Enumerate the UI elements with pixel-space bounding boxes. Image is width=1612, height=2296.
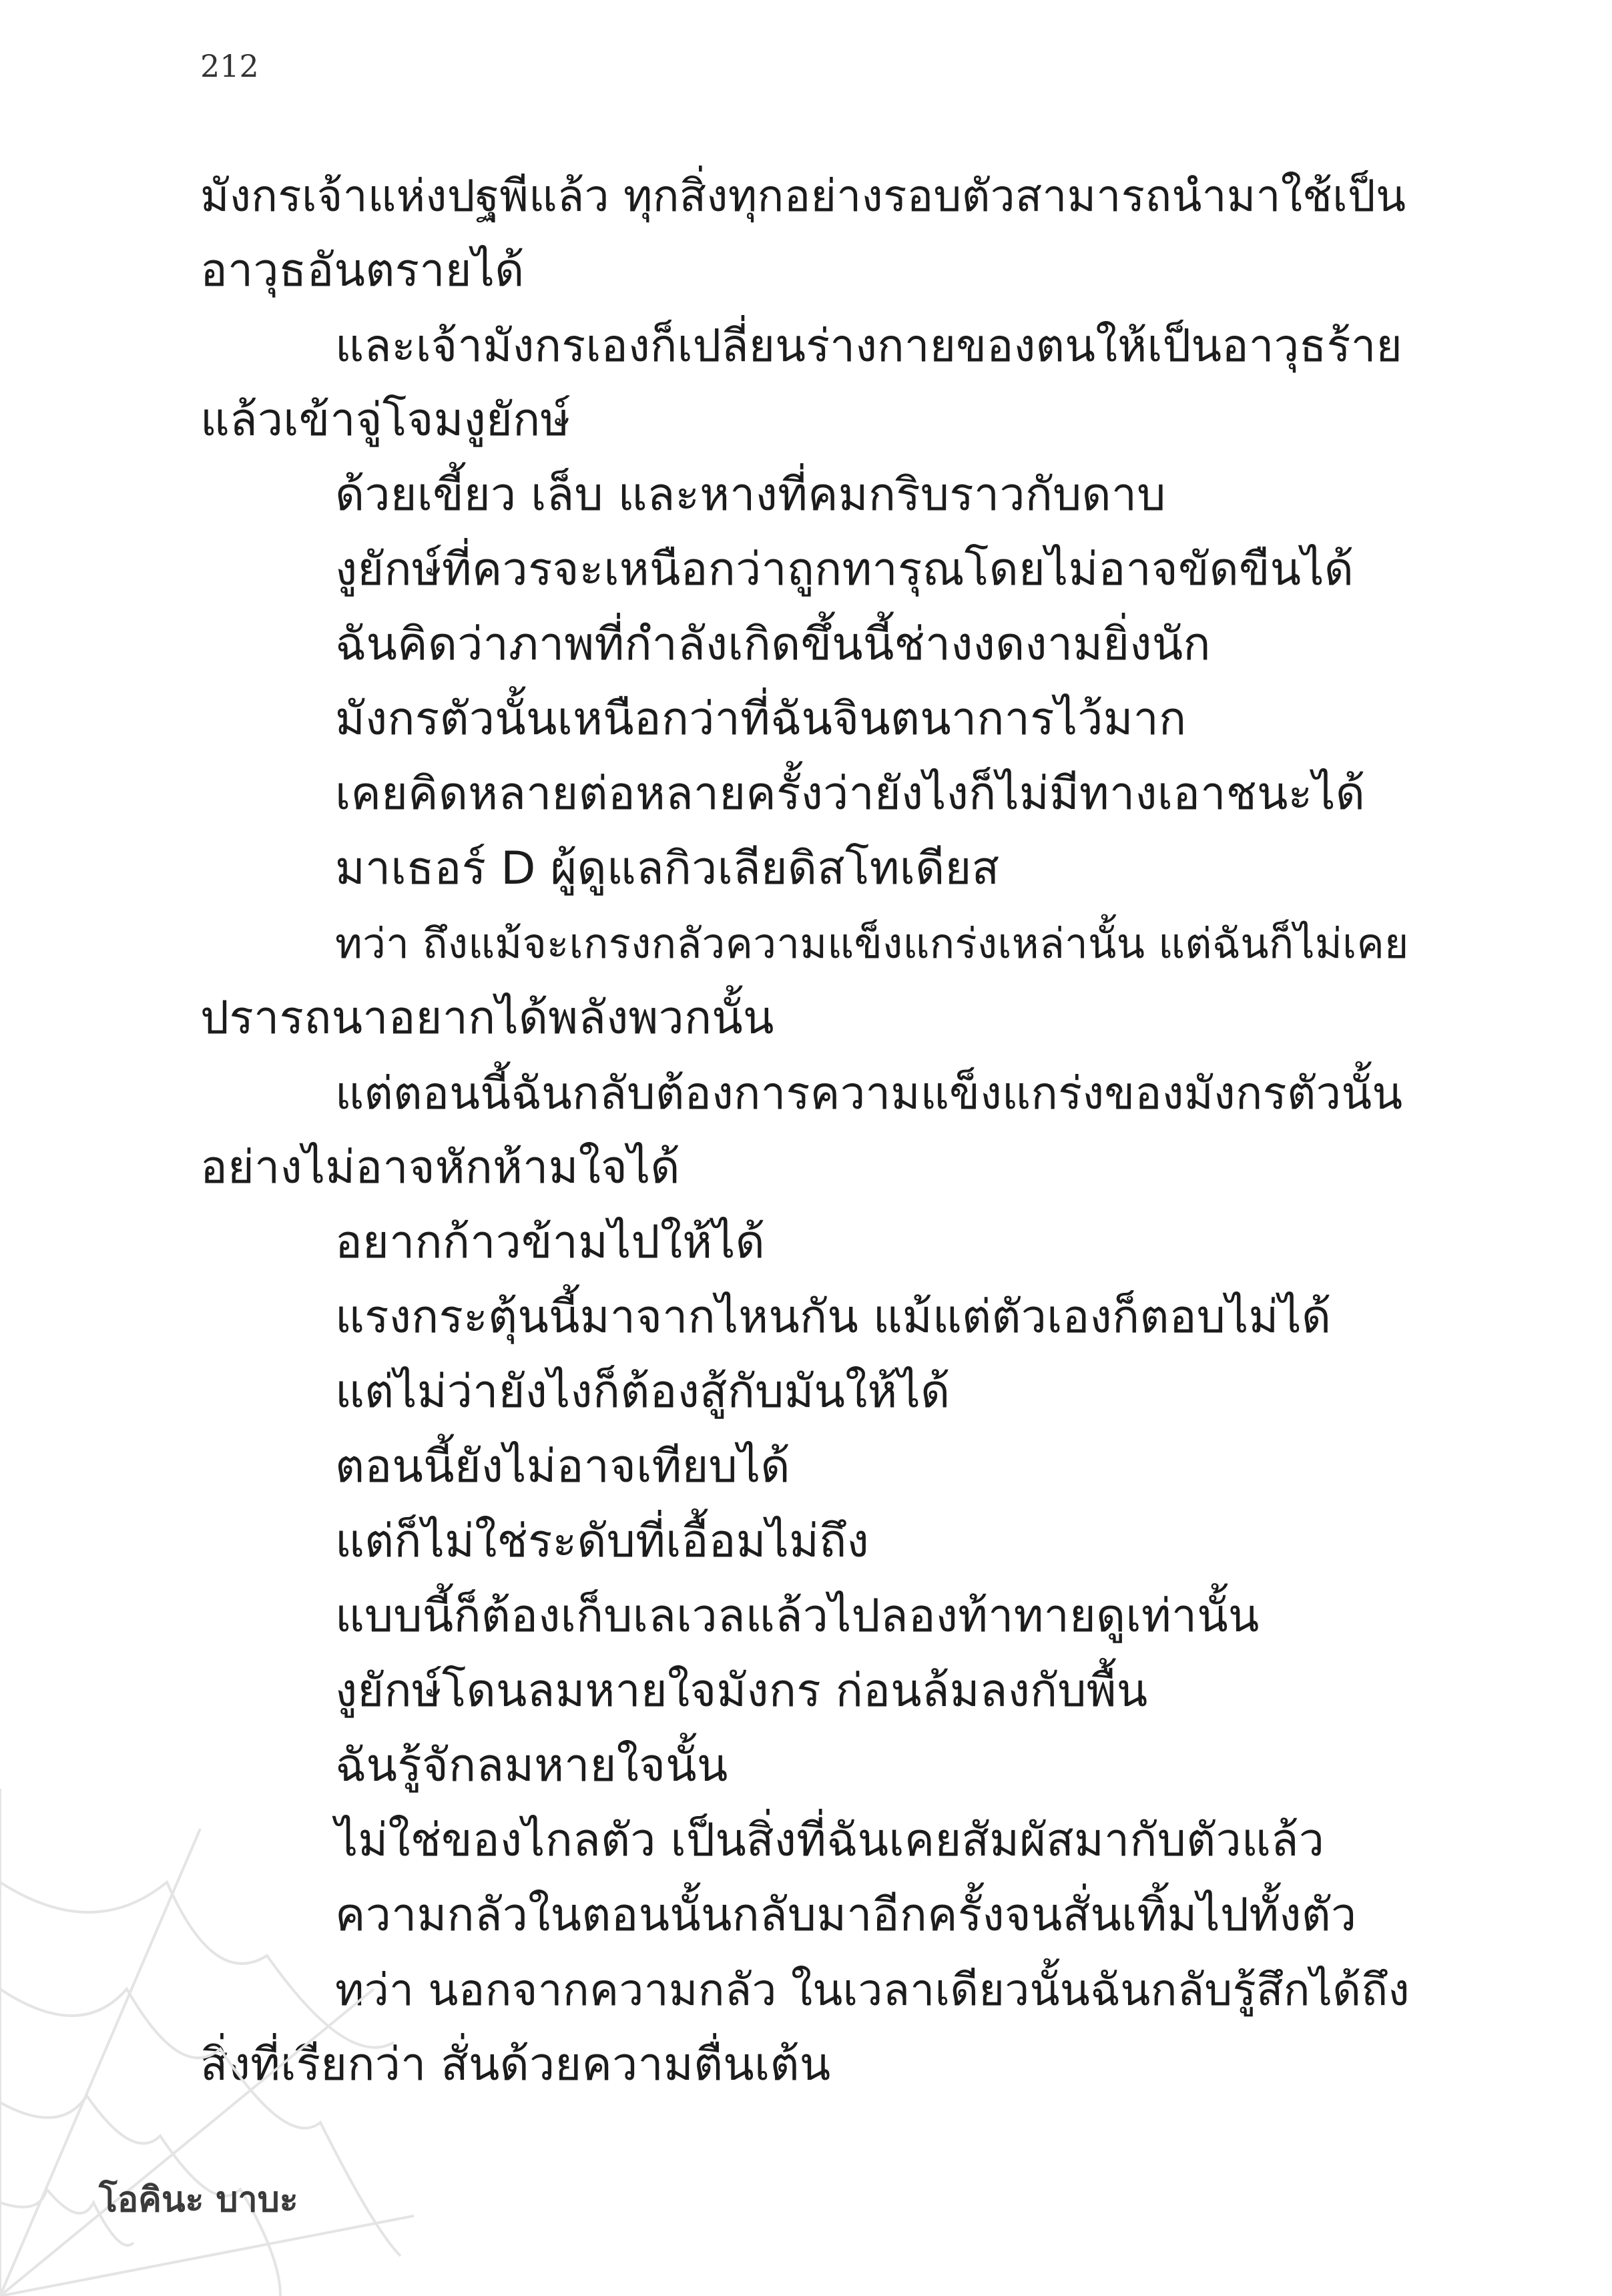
text-line: ฉันคิดว่าภาพที่กำลังเกิดขึ้นนี้ช่างงดงามยิ่งนัก (335, 618, 1211, 671)
text-line: งูยักษ์โดนลมหายใจมังกร ก่อนล้มลงกับพื้น (335, 1665, 1148, 1717)
text-line: เคยคิดหลายต่อหลายครั้งว่ายังไงก็ไม่มีทางเอาชนะได้ (335, 768, 1366, 820)
text-line: งูยักษ์ที่ควรจะเหนือกว่าถูกทารุณโดยไม่อาจขัดขืนได้ (335, 543, 1354, 596)
footer-author: โอคินะ บาบะ (99, 2180, 298, 2220)
text-line: และเจ้ามังกรเองก็เปลี่ยนร่างกายของตนให้เป็นอาวุธร้าย (335, 320, 1402, 372)
text-line: มาเธอร์ D ผู้ดูแลกิวเลียดิสโทเดียส (335, 842, 1000, 895)
text-line: มังกรตัวนั้นเหนือกว่าที่ฉันจินตนาการไว้มาก (335, 693, 1187, 746)
text-line: ด้วยเขี้ยว เล็บ และหางที่คมกริบราวกับดาบ (335, 469, 1166, 521)
text-line: มังกรเจ้าแห่งปฐพีแล้ว ทุกสิ่งทุกอย่างรอบตัวสามารถนำมาใช้เป็น (200, 170, 1406, 222)
text-line: ตอนนี้ยังไม่อาจเทียบได้ (335, 1440, 790, 1493)
page-number: 212 (200, 48, 259, 84)
text-line: อาวุธอันตรายได้ (200, 244, 525, 297)
text-line: สิ่งที่เรียกว่า สั่นด้วยความตื่นเต้น (200, 2038, 831, 2091)
text-line: แต่ก็ไม่ใช่ระดับที่เอื้อมไม่ถึง (335, 1515, 869, 1568)
text-line: อยากก้าวข้ามไปให้ได้ (335, 1216, 766, 1269)
text-line: อย่างไม่อาจหักห้ามใจได้ (200, 1141, 680, 1194)
text-line: ฉันรู้จักลมหายใจนั้น (335, 1739, 728, 1792)
text-line: ทว่า นอกจากความกลัว ในเวลาเดียวนั้นฉันกลับรู้สึกได้ถึง (335, 1964, 1410, 2016)
text-line: ปรารถนาอยากได้พลังพวกนั้น (200, 992, 774, 1045)
text-line: แต่ไม่ว่ายังไงก็ต้องสู้กับมันให้ได้ (335, 1366, 951, 1418)
text-line: แรงกระตุ้นนี้มาจากไหนกัน แม้แต่ตัวเองก็ตอบไม่ได้ (335, 1291, 1332, 1344)
text-line: ไม่ใช่ของไกลตัว เป็นสิ่งที่ฉันเคยสัมผัสมากับตัวแล้ว (335, 1814, 1325, 1867)
text-line: แล้วเข้าจู่โจมงูยักษ์ (200, 394, 571, 447)
text-line: ความกลัวในตอนนั้นกลับมาอีกครั้งจนสั่นเทิ้มไปทั้งตัว (335, 1889, 1357, 1942)
text-line: แต่ตอนนี้ฉันกลับต้องการความแข็งแกร่งของมังกรตัวนั้น (335, 1067, 1403, 1119)
text-line: ทว่า ถึงแม้จะเกรงกลัวความแข็งแกร่งเหล่านั้น แต่ฉันก็ไม่เคย (335, 919, 1409, 968)
text-line: แบบนี้ก็ต้องเก็บเลเวลแล้วไปลองท้าทายดูเท่านั้น (335, 1590, 1260, 1643)
